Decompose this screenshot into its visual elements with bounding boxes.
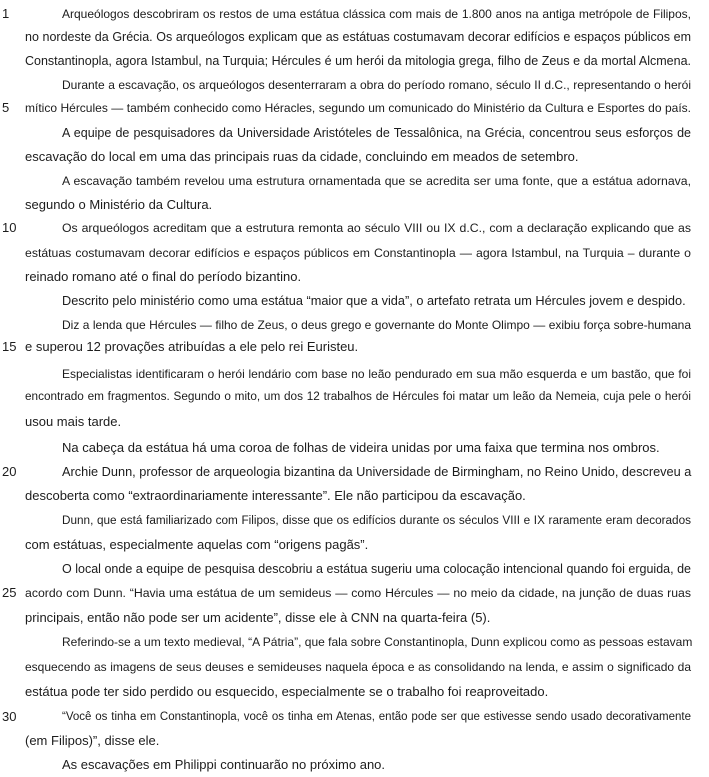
line-number-20: 20 — [2, 464, 17, 479]
text-line: estátuas costumavam decorar edifícios e espaços públicos em Constantinopla — agora Istambul, na Turquia – durante o — [25, 246, 691, 260]
text-line: acordo com Dunn. “Havia uma estátua de um semideus — como Hércules — no meio da cidade, na junção de duas ruas — [25, 586, 691, 600]
text-line: com estátuas, especialmente aquelas com “origens pagãs”. — [25, 537, 369, 552]
text-line: Dunn, que está familiarizado com Filipos, disse que os edifícios durante os séculos VIII e IX raramente eram decorados — [62, 514, 691, 527]
text-line: reinado romano até o final do período bizantino. — [25, 269, 302, 284]
text-line: Arqueólogos descobriram os restos de uma estátua clássica com mais de 1.800 anos na antiga metrópole de Filipos, — [62, 7, 691, 21]
text-line: estátua pode ter sido perdido ou esquecido, especialmente se o trabalho foi reaproveitado. — [25, 684, 549, 699]
text-line: Archie Dunn, professor de arqueologia bizantina da Universidade de Birmingham, no Reino Unido, descreveu a — [62, 464, 692, 479]
text-line: “Você os tinha em Constantinopla, você os tinha em Atenas, então pode ser que estivesse sendo usado decorativamente — [62, 711, 691, 723]
text-line: A equipe de pesquisadores da Universidade Aristóteles de Tessalônica, na Grécia, concentrou seus esforços de — [62, 126, 691, 140]
line-number-10: 10 — [2, 220, 17, 235]
text-line: O local onde a equipe de pesquisa descobriu a estátua sugeriu uma colocação intencional quando foi erguida, de — [62, 562, 691, 576]
line-number-25: 25 — [2, 585, 17, 600]
text-line: A escavação também revelou uma estrutura ornamentada que se acredita ser uma fonte, que a estátua adornava, — [62, 174, 691, 188]
text-line: encontrado em fragmentos. Segundo o mito, um dos 12 trabalhos de Hércules foi matar um leão da Nemeia, cuja pele o herói — [25, 390, 691, 403]
line-number-15: 15 — [2, 339, 17, 354]
text-line: principais, então não pode ser um acidente”, disse ele à CNN na quarta-feira (5). — [25, 610, 491, 625]
text-line: Descrito pelo ministério como uma estátua “maior que a vida”, o artefato retrata um Hércules jovem e despido. — [62, 293, 686, 308]
text-line: (em Filipos)”, disse ele. — [25, 733, 160, 748]
text-line: esquecendo as imagens de seus deuses e semideuses naquela época e as consolidando na lenda, e assim o significado da — [25, 660, 691, 674]
text-line: usou mais tarde. — [25, 414, 122, 429]
text-line: As escavações em Philippi continuarão no próximo ano. — [62, 757, 386, 772]
text-line: e superou 12 provações atribuídas a ele pelo rei Euristeu. — [25, 339, 359, 354]
text-line: Referindo-se a um texto medieval, “A Pátria”, que fala sobre Constantinopla, Dunn explicou como as pessoas estavam — [62, 635, 693, 649]
text-line: Na cabeça da estátua há uma coroa de folhas de videira unidas por uma faixa que termina nos ombros. — [62, 440, 660, 455]
text-line: Constantinopla, agora Istambul, na Turquia; Hércules é um herói da mitologia grega, filho de Zeus e da mortal Alcmena. — [25, 54, 691, 68]
text-line: escavação do local em uma das principais ruas da cidade, concluindo em meados de setembro. — [25, 149, 579, 164]
text-line: descoberta como “extraordinariamente interessante”. Ele não participou da escavação. — [25, 488, 526, 503]
text-line: no nordeste da Grécia. Os arqueólogos explicam que as estátuas costumavam decorar edifícios e espaços públicos em — [25, 30, 691, 44]
text-line: Diz a lenda que Hércules — filho de Zeus, o deus grego e governante do Monte Olimpo — exibiu força sobre-humana — [62, 318, 691, 332]
text-line: mítico Hércules — também conhecido como Héracles, segundo um comunicado do Ministério da Cultura e Esportes do país. — [25, 101, 691, 115]
text-line: Os arqueólogos acreditam que a estrutura remonta ao século VIII ou IX d.C., com a declaração explicando que as — [62, 221, 691, 235]
text-line: segundo o Ministério da Cultura. — [25, 197, 213, 212]
text-line: Durante a escavação, os arqueólogos desenterraram a obra do período romano, século II d.C., representando o herói — [62, 78, 691, 92]
line-number-30: 30 — [2, 709, 17, 724]
line-number-5: 5 — [2, 100, 10, 115]
text-line: Especialistas identificaram o herói lendário com base no leão pendurado em sua mão esquerda e um bastão, que foi — [62, 367, 691, 381]
line-number-1: 1 — [2, 6, 10, 21]
